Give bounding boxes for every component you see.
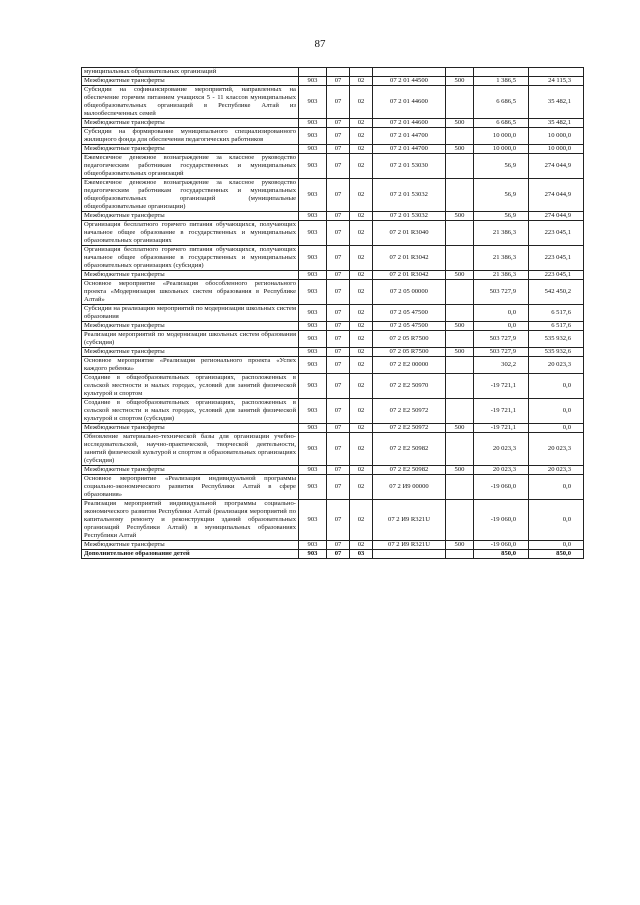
amount-cell: 21 386,3 — [474, 271, 529, 280]
section-code-cell — [327, 68, 350, 77]
subsection-code-cell: 02 — [350, 399, 373, 424]
section-code-cell: 07 — [327, 221, 350, 246]
subsection-code-cell: 02 — [350, 500, 373, 541]
target-article-cell: 07 2 01 44500 — [373, 77, 446, 86]
row-name-cell: Организация бесплатного горячего питания обучающихся, получающих начальное общее образование в государственных и муниципальных образовательных организациях — [82, 221, 299, 246]
ministry-code-cell: 903 — [299, 145, 327, 154]
amount-cell: 223 045,1 — [529, 221, 584, 246]
amount-cell: 274 044,9 — [529, 179, 584, 212]
row-name-cell: Субсидии на реализацию мероприятий по модернизации школьных систем образования — [82, 305, 299, 322]
expense-type-cell — [446, 68, 474, 77]
ministry-code-cell — [299, 68, 327, 77]
target-article-cell — [373, 550, 446, 559]
subsection-code-cell: 02 — [350, 305, 373, 322]
row-name-cell: Реализация мероприятий индивидуальной программы социально-экономического развития Республики Алтай (реализация мероприятий по капитальному ремонту и реконструкции зданий образовательных организаций Республики Алтай) в муниципальных образованиях Республики Алтай — [82, 500, 299, 541]
amount-cell: 10 000,0 — [529, 145, 584, 154]
amount-cell: 56,9 — [474, 212, 529, 221]
table-row — [82, 271, 584, 280]
amount-cell: 503 727,9 — [474, 331, 529, 348]
expense-type-cell — [446, 357, 474, 374]
row-name-cell: Межбюджетные трансферты — [82, 145, 299, 154]
section-code-cell: 07 — [327, 271, 350, 280]
section-code-cell: 07 — [327, 348, 350, 357]
amount-cell: -19 060,0 — [474, 475, 529, 500]
row-name-cell: Межбюджетные трансферты — [82, 271, 299, 280]
expense-type-cell — [446, 305, 474, 322]
target-article-cell — [373, 68, 446, 77]
section-code-cell: 07 — [327, 424, 350, 433]
table-row — [82, 322, 584, 331]
target-article-cell: 07 2 05 R7500 — [373, 331, 446, 348]
table-row — [82, 348, 584, 357]
row-name-cell: Обновление материально-технической базы для организации учебно-исследовательской, научно-практической, творческой деятельности, занятий физической культурой и спортом в образовательных организациях (субсидия) — [82, 433, 299, 466]
amount-cell: 274 044,9 — [529, 154, 584, 179]
expense-type-cell — [446, 374, 474, 399]
row-name-cell: Реализация мероприятий по модернизации школьных систем образования (субсидия) — [82, 331, 299, 348]
expense-type-cell: 500 — [446, 466, 474, 475]
row-name-cell: Межбюджетные трансферты — [82, 348, 299, 357]
target-article-cell: 07 2 01 53032 — [373, 212, 446, 221]
table-row — [82, 424, 584, 433]
row-name-cell: Межбюджетные трансферты — [82, 541, 299, 550]
section-code-cell: 07 — [327, 246, 350, 271]
row-name-cell: Создание в общеобразовательных организациях, расположенных в сельской местности и малых городах, условий для занятий физической культурой и спортом (субсидия) — [82, 399, 299, 424]
subsection-code-cell: 02 — [350, 77, 373, 86]
row-name-cell: Межбюджетные трансферты — [82, 466, 299, 475]
amount-cell: 223 045,1 — [529, 271, 584, 280]
target-article-cell: 07 2 05 00000 — [373, 280, 446, 305]
expense-type-cell: 500 — [446, 212, 474, 221]
section-code-cell: 07 — [327, 305, 350, 322]
ministry-code-cell: 903 — [299, 399, 327, 424]
row-name-cell: Организация бесплатного горячего питания обучающихся, получающих начальное общее образование в государственных и муниципальных образовательных организациях (субсидия) — [82, 246, 299, 271]
subsection-code-cell: 02 — [350, 433, 373, 466]
row-name-cell: Межбюджетные трансферты — [82, 424, 299, 433]
section-code-cell: 07 — [327, 119, 350, 128]
subsection-code-cell: 02 — [350, 331, 373, 348]
amount-cell: 0,0 — [529, 541, 584, 550]
amount-cell: 20 023,3 — [529, 466, 584, 475]
table-body — [82, 68, 584, 559]
amount-cell: 20 023,3 — [529, 433, 584, 466]
ministry-code-cell: 903 — [299, 221, 327, 246]
table-row — [82, 145, 584, 154]
amount-cell: 542 450,2 — [529, 280, 584, 305]
ministry-code-cell: 903 — [299, 305, 327, 322]
amount-cell: 274 044,9 — [529, 212, 584, 221]
row-name-cell: Межбюджетные трансферты — [82, 322, 299, 331]
expense-type-cell — [446, 221, 474, 246]
table-row — [82, 374, 584, 399]
table-row — [82, 246, 584, 271]
row-name-cell: Основное мероприятие «Реализация индивидуальной программы социально-экономического развития Республики Алтай в сфере образования» — [82, 475, 299, 500]
ministry-code-cell: 903 — [299, 424, 327, 433]
amount-cell: 0,0 — [474, 322, 529, 331]
amount-cell — [529, 68, 584, 77]
table-row — [82, 305, 584, 322]
target-article-cell: 07 2 01 44600 — [373, 86, 446, 119]
subsection-code-cell: 02 — [350, 475, 373, 500]
amount-cell: 503 727,9 — [474, 348, 529, 357]
table-row — [82, 399, 584, 424]
amount-cell: 850,0 — [529, 550, 584, 559]
amount-cell: 24 115,3 — [529, 77, 584, 86]
target-article-cell: 07 2 E2 50972 — [373, 424, 446, 433]
amount-cell: 6 517,6 — [529, 322, 584, 331]
amount-cell: 56,9 — [474, 154, 529, 179]
row-name-cell: Субсидии на софинансирование мероприятий, направленных на обеспечение горячим питанием учащихся 5 - 11 классов муниципальных общеобразовательных организаций в Республике Алтай из малообеспеченных семей — [82, 86, 299, 119]
expense-type-cell — [446, 433, 474, 466]
ministry-code-cell: 903 — [299, 550, 327, 559]
subsection-code-cell: 02 — [350, 212, 373, 221]
table-row — [82, 179, 584, 212]
ministry-code-cell: 903 — [299, 119, 327, 128]
section-code-cell: 07 — [327, 399, 350, 424]
section-code-cell: 07 — [327, 550, 350, 559]
amount-cell — [474, 68, 529, 77]
amount-cell: 6 686,5 — [474, 119, 529, 128]
section-code-cell: 07 — [327, 154, 350, 179]
section-code-cell: 07 — [327, 541, 350, 550]
expense-type-cell — [446, 179, 474, 212]
table-row — [82, 280, 584, 305]
table-row — [82, 68, 584, 77]
amount-cell: 0,0 — [529, 500, 584, 541]
subsection-code-cell — [350, 68, 373, 77]
ministry-code-cell: 903 — [299, 86, 327, 119]
target-article-cell: 07 2 E2 50982 — [373, 433, 446, 466]
target-article-cell: 07 2 01 44700 — [373, 128, 446, 145]
table-row — [82, 433, 584, 466]
table-row — [82, 550, 584, 559]
amount-cell: 6 686,5 — [474, 86, 529, 119]
table-row — [82, 154, 584, 179]
subsection-code-cell: 02 — [350, 246, 373, 271]
table-row — [82, 212, 584, 221]
table-row — [82, 541, 584, 550]
expense-type-cell: 500 — [446, 322, 474, 331]
section-code-cell: 07 — [327, 179, 350, 212]
page-number: 87 — [314, 38, 326, 50]
expense-type-cell: 500 — [446, 77, 474, 86]
section-code-cell: 07 — [327, 280, 350, 305]
expense-type-cell: 500 — [446, 348, 474, 357]
target-article-cell: 07 2 И9 R321U — [373, 500, 446, 541]
table-row — [82, 119, 584, 128]
subsection-code-cell: 02 — [350, 86, 373, 119]
target-article-cell: 07 2 05 R7500 — [373, 348, 446, 357]
table-row — [82, 475, 584, 500]
target-article-cell: 07 2 И9 00000 — [373, 475, 446, 500]
subsection-code-cell: 02 — [350, 280, 373, 305]
ministry-code-cell: 903 — [299, 128, 327, 145]
amount-cell: 850,0 — [474, 550, 529, 559]
row-name-cell: Основное мероприятие «Реализация обособленного регионального проекта «Модернизация школьных систем образования в Республике Алтай» — [82, 280, 299, 305]
amount-cell: 0,0 — [474, 305, 529, 322]
expense-type-cell — [446, 399, 474, 424]
subsection-code-cell: 02 — [350, 348, 373, 357]
table-row — [82, 86, 584, 119]
section-code-cell: 07 — [327, 466, 350, 475]
amount-cell: -19 060,0 — [474, 541, 529, 550]
amount-cell: 10 000,0 — [529, 128, 584, 145]
section-code-cell: 07 — [327, 500, 350, 541]
expense-type-cell — [446, 154, 474, 179]
expense-type-cell — [446, 280, 474, 305]
section-code-cell: 07 — [327, 374, 350, 399]
amount-cell: -19 721,1 — [474, 424, 529, 433]
target-article-cell: 07 2 01 53032 — [373, 179, 446, 212]
subsection-code-cell: 02 — [350, 424, 373, 433]
ministry-code-cell: 903 — [299, 374, 327, 399]
table-row — [82, 500, 584, 541]
amount-cell: 0,0 — [529, 424, 584, 433]
subsection-code-cell: 02 — [350, 154, 373, 179]
target-article-cell: 07 2 01 R3040 — [373, 221, 446, 246]
row-name-cell: Ежемесячное денежное вознаграждение за классное руководство педагогическим работникам государственных и муниципальных общеобразовательных организаций — [82, 154, 299, 179]
ministry-code-cell: 903 — [299, 331, 327, 348]
amount-cell: 10 000,0 — [474, 145, 529, 154]
subsection-code-cell: 02 — [350, 119, 373, 128]
table-row — [82, 77, 584, 86]
subsection-code-cell: 02 — [350, 374, 373, 399]
target-article-cell: 07 2 И9 R321U — [373, 541, 446, 550]
amount-cell: 0,0 — [529, 374, 584, 399]
budget-table — [81, 67, 584, 559]
row-name-cell: Создание в общеобразовательных организациях, расположенных в сельской местности и малых городах, условий для занятий физической культурой и спортом — [82, 374, 299, 399]
section-code-cell: 07 — [327, 433, 350, 466]
table-row — [82, 357, 584, 374]
section-code-cell: 07 — [327, 86, 350, 119]
amount-cell: 1 386,5 — [474, 77, 529, 86]
target-article-cell: 07 2 E2 00000 — [373, 357, 446, 374]
subsection-code-cell: 02 — [350, 271, 373, 280]
expense-type-cell — [446, 331, 474, 348]
amount-cell: 21 386,3 — [474, 221, 529, 246]
subsection-code-cell: 02 — [350, 179, 373, 212]
expense-type-cell: 500 — [446, 119, 474, 128]
amount-cell: 503 727,9 — [474, 280, 529, 305]
expense-type-cell — [446, 128, 474, 145]
subsection-code-cell: 02 — [350, 322, 373, 331]
amount-cell: 35 482,1 — [529, 86, 584, 119]
row-name-cell: Межбюджетные трансферты — [82, 119, 299, 128]
amount-cell: 21 386,3 — [474, 246, 529, 271]
ministry-code-cell: 903 — [299, 77, 327, 86]
ministry-code-cell: 903 — [299, 433, 327, 466]
ministry-code-cell: 903 — [299, 466, 327, 475]
amount-cell: 56,9 — [474, 179, 529, 212]
expense-type-cell — [446, 500, 474, 541]
ministry-code-cell: 903 — [299, 280, 327, 305]
target-article-cell: 07 2 01 44700 — [373, 145, 446, 154]
subsection-code-cell: 02 — [350, 357, 373, 374]
expense-type-cell: 500 — [446, 541, 474, 550]
row-name-cell: Субсидии на формирование муниципального специализированного жилищного фонда для обеспечения педагогических работников — [82, 128, 299, 145]
expense-type-cell: 500 — [446, 424, 474, 433]
ministry-code-cell: 903 — [299, 322, 327, 331]
amount-cell: 0,0 — [529, 475, 584, 500]
row-name-cell: Межбюджетные трансферты — [82, 212, 299, 221]
target-article-cell: 07 2 05 47500 — [373, 322, 446, 331]
section-code-cell: 07 — [327, 128, 350, 145]
amount-cell: 20 023,3 — [474, 433, 529, 466]
section-code-cell: 07 — [327, 212, 350, 221]
ministry-code-cell: 903 — [299, 246, 327, 271]
amount-cell: 0,0 — [529, 399, 584, 424]
row-name-cell: Ежемесячное денежное вознаграждение за классное руководство педагогическим работникам государственных и муниципальных общеобразовательных организаций (муниципальные общеобразовательные организации) — [82, 179, 299, 212]
section-code-cell: 07 — [327, 475, 350, 500]
table-row — [82, 128, 584, 145]
amount-cell: 35 482,1 — [529, 119, 584, 128]
subsection-code-cell: 02 — [350, 541, 373, 550]
ministry-code-cell: 903 — [299, 357, 327, 374]
amount-cell: -19 721,1 — [474, 374, 529, 399]
amount-cell: 302,2 — [474, 357, 529, 374]
ministry-code-cell: 903 — [299, 271, 327, 280]
subsection-code-cell: 02 — [350, 466, 373, 475]
expense-type-cell: 500 — [446, 145, 474, 154]
amount-cell: 10 000,0 — [474, 128, 529, 145]
ministry-code-cell: 903 — [299, 475, 327, 500]
target-article-cell: 07 2 01 53030 — [373, 154, 446, 179]
subsection-code-cell: 02 — [350, 221, 373, 246]
ministry-code-cell: 903 — [299, 179, 327, 212]
section-code-cell: 07 — [327, 357, 350, 374]
target-article-cell: 07 2 E2 50970 — [373, 374, 446, 399]
amount-cell: 20 023,3 — [474, 466, 529, 475]
row-name-cell: Основное мероприятие «Реализация регионального проекта «Успех каждого ребенка» — [82, 357, 299, 374]
ministry-code-cell: 903 — [299, 154, 327, 179]
subsection-code-cell: 02 — [350, 145, 373, 154]
table-row — [82, 221, 584, 246]
ministry-code-cell: 903 — [299, 212, 327, 221]
amount-cell: 535 932,6 — [529, 331, 584, 348]
section-code-cell: 07 — [327, 322, 350, 331]
target-article-cell: 07 2 01 44600 — [373, 119, 446, 128]
row-name-cell: муниципальных образовательных организаций — [82, 68, 299, 77]
expense-type-cell — [446, 86, 474, 119]
section-code-cell: 07 — [327, 145, 350, 154]
table-row — [82, 466, 584, 475]
subsection-code-cell: 02 — [350, 128, 373, 145]
target-article-cell: 07 2 01 R3042 — [373, 246, 446, 271]
amount-cell: 6 517,6 — [529, 305, 584, 322]
section-code-cell: 07 — [327, 77, 350, 86]
target-article-cell: 07 2 E2 50982 — [373, 466, 446, 475]
target-article-cell: 07 2 E2 50972 — [373, 399, 446, 424]
target-article-cell: 07 2 01 R3042 — [373, 271, 446, 280]
ministry-code-cell: 903 — [299, 348, 327, 357]
section-code-cell: 07 — [327, 331, 350, 348]
table-row — [82, 331, 584, 348]
ministry-code-cell: 903 — [299, 500, 327, 541]
ministry-code-cell: 903 — [299, 541, 327, 550]
row-name-cell: Дополнительное образование детей — [82, 550, 299, 559]
expense-type-cell: 500 — [446, 271, 474, 280]
expense-type-cell — [446, 246, 474, 271]
expense-type-cell — [446, 550, 474, 559]
amount-cell: 535 932,6 — [529, 348, 584, 357]
row-name-cell: Межбюджетные трансферты — [82, 77, 299, 86]
expense-type-cell — [446, 475, 474, 500]
subsection-code-cell: 03 — [350, 550, 373, 559]
amount-cell: 223 045,1 — [529, 246, 584, 271]
amount-cell: -19 721,1 — [474, 399, 529, 424]
amount-cell: -19 060,0 — [474, 500, 529, 541]
amount-cell: 20 023,3 — [529, 357, 584, 374]
target-article-cell: 07 2 05 47500 — [373, 305, 446, 322]
